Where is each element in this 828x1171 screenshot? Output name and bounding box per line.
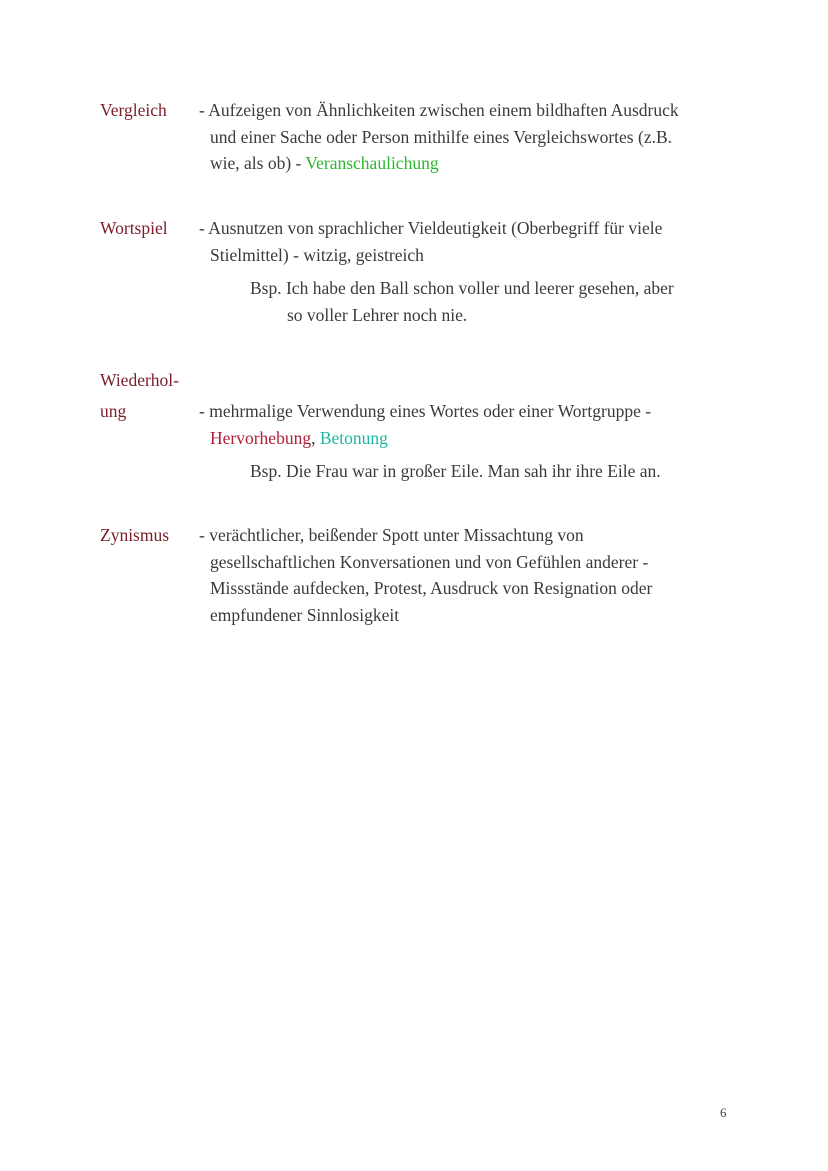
example-line: Bsp. Die Frau war in großer Eile. Man sah ihr ihre Eile an. xyxy=(250,461,661,481)
definition-line: - Ausnutzen von sprachlicher Vieldeutigkeit (Oberbegriff für viele xyxy=(199,218,663,238)
definition-line: - Aufzeigen von Ähnlichkeiten zwischen einem bildhaften Ausdruck xyxy=(199,100,679,120)
term-vergleich: Vergleich xyxy=(100,100,167,120)
definition-text: wie, als ob) - xyxy=(210,153,306,173)
page-number: 6 xyxy=(720,1105,727,1120)
example-line: so voller Lehrer noch nie. xyxy=(287,305,468,325)
example-wiederholung xyxy=(250,458,661,485)
term-wiederholung-part2: ung xyxy=(100,401,127,421)
term-wortspiel: Wortspiel xyxy=(100,218,168,238)
definition-line: und einer Sache oder Person mithilfe eines Vergleichswortes (z.B. xyxy=(210,126,673,147)
definition-wiederholung xyxy=(199,398,744,451)
definition-line xyxy=(199,150,744,177)
definition-line: empfundener Sinnlosigkeit xyxy=(210,604,400,625)
term-zynismus: Zynismus xyxy=(100,525,170,545)
highlight-betonung: Betonung xyxy=(319,427,388,448)
example-line: Bsp. Ich habe den Ball schon voller und leerer gesehen, aber xyxy=(250,278,674,298)
highlight-veranschaulichung: Veranschaulichung xyxy=(305,153,439,173)
definition-vergleich xyxy=(199,97,744,177)
definition-wortspiel xyxy=(199,215,744,268)
definition-zynismus xyxy=(199,522,744,628)
definition-line: Missstände aufdecken, Protest, Ausdruck von Resignation oder xyxy=(210,578,653,598)
highlight-hervorhebung: Hervorhebung xyxy=(210,427,312,448)
definition-line: - mehrmalige Verwendung eines Wortes oder einer Wortgruppe - xyxy=(199,401,652,421)
separator: , xyxy=(311,427,320,448)
definition-line xyxy=(199,425,744,452)
definition-line: - verächtlicher, beißender Spott unter Missachtung von xyxy=(199,525,584,545)
example-wortspiel xyxy=(250,275,674,329)
definition-line: gesellschaftlichen Konversationen und von Gefühlen anderer - xyxy=(210,551,649,572)
term-wiederholung-part1: Wiederhol- xyxy=(100,370,179,390)
definition-line: Stielmittel) - witzig, geistreich xyxy=(210,244,424,265)
